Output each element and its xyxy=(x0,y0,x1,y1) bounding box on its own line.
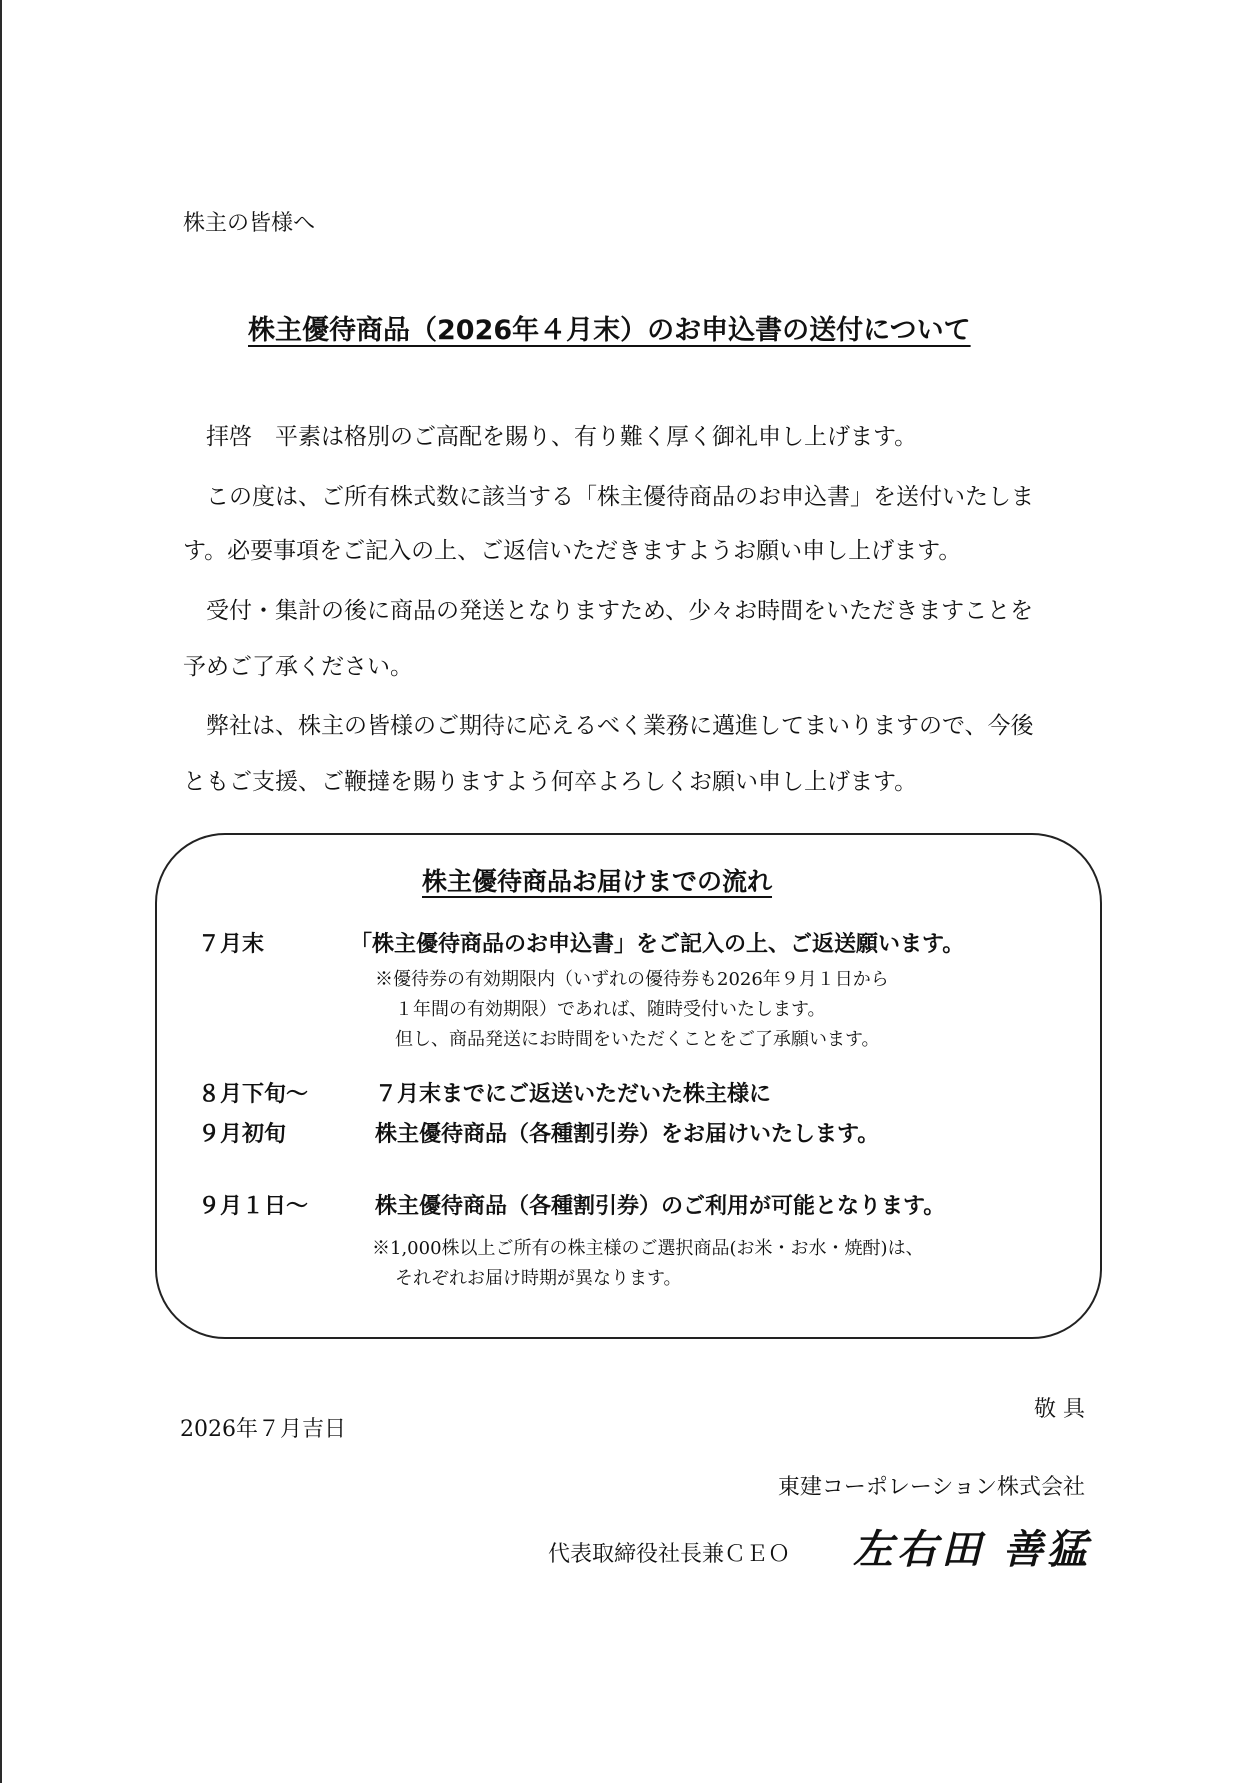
body-paragraph-line: ともご支援、ご鞭撻を賜りますよう何卒よろしくお願い申し上げます。 xyxy=(183,769,918,795)
step3-label: ９月１日～ xyxy=(198,1194,309,1219)
step3-main: 株主優待商品（各種割引券）のご利用が可能となります。 xyxy=(375,1194,946,1219)
step3-note: それぞれお届け時期が異なります。 xyxy=(395,1268,682,1289)
step1-note: ※優待券の有効期限内（いずれの優待券も2026年９月１日から xyxy=(375,969,889,990)
addressee: 株主の皆様へ xyxy=(183,211,316,236)
step3-note: ※1,000株以上ご所有の株主様のご選択商品(お米・お水・焼酎)は、 xyxy=(372,1238,924,1259)
step2-main: 株主優待商品（各種割引券）をお届けいたします。 xyxy=(375,1122,880,1147)
body-paragraph-line: 拝啓 平素は格別のご高配を賜り、有り難く厚く御礼申し上げます。 xyxy=(183,424,918,450)
company-name: 東建コーポレーション株式会社 xyxy=(777,1475,1085,1500)
step2-main: ７月末までにご返送いただいた株主様に xyxy=(375,1082,772,1107)
step1-note: １年間の有効期限）であれば、随時受付いたします。 xyxy=(395,999,826,1020)
body-paragraph-line: 予めご了承ください。 xyxy=(183,654,413,680)
document-title: 株主優待商品（2026年４月末）のお申込書の送付について xyxy=(248,315,971,346)
body-paragraph-line: 弊社は、株主の皆様のご期待に応えるべく業務に邁進してまいりますので、今後 xyxy=(183,713,1034,739)
representative-title: 代表取締役社長兼ＣＥＯ xyxy=(548,1542,791,1567)
step1-main: 「株主優待商品のお申込書」をご記入の上、ご返送願います。 xyxy=(350,932,965,957)
step2-label: ８月下旬～ xyxy=(198,1082,309,1107)
representative-name: 左右田 善猛 xyxy=(853,1526,1091,1573)
scan-edge-line xyxy=(0,0,2,1783)
step1-note: 但し、商品発送にお時間をいただくことをご了承願います。 xyxy=(395,1029,880,1050)
issue-date: 2026年７月吉日 xyxy=(180,1417,346,1442)
body-paragraph-line: す。必要事項をご記入の上、ご返信いただきますようお願い申し上げます。 xyxy=(183,538,962,564)
body-paragraph-line: 受付・集計の後に商品の発送となりますため、少々お時間をいただきますことを xyxy=(183,598,1034,624)
closing-phrase: 敬 具 xyxy=(1034,1397,1085,1422)
step1-label: ７月末 xyxy=(198,932,265,957)
step2-label: ９月初旬 xyxy=(198,1122,287,1147)
body-paragraph-line: この度は、ご所有株式数に該当する「株主優待商品のお申込書」を送付いたしま xyxy=(183,484,1034,510)
flow-title: 株主優待商品お届けまでの流れ xyxy=(422,867,773,896)
